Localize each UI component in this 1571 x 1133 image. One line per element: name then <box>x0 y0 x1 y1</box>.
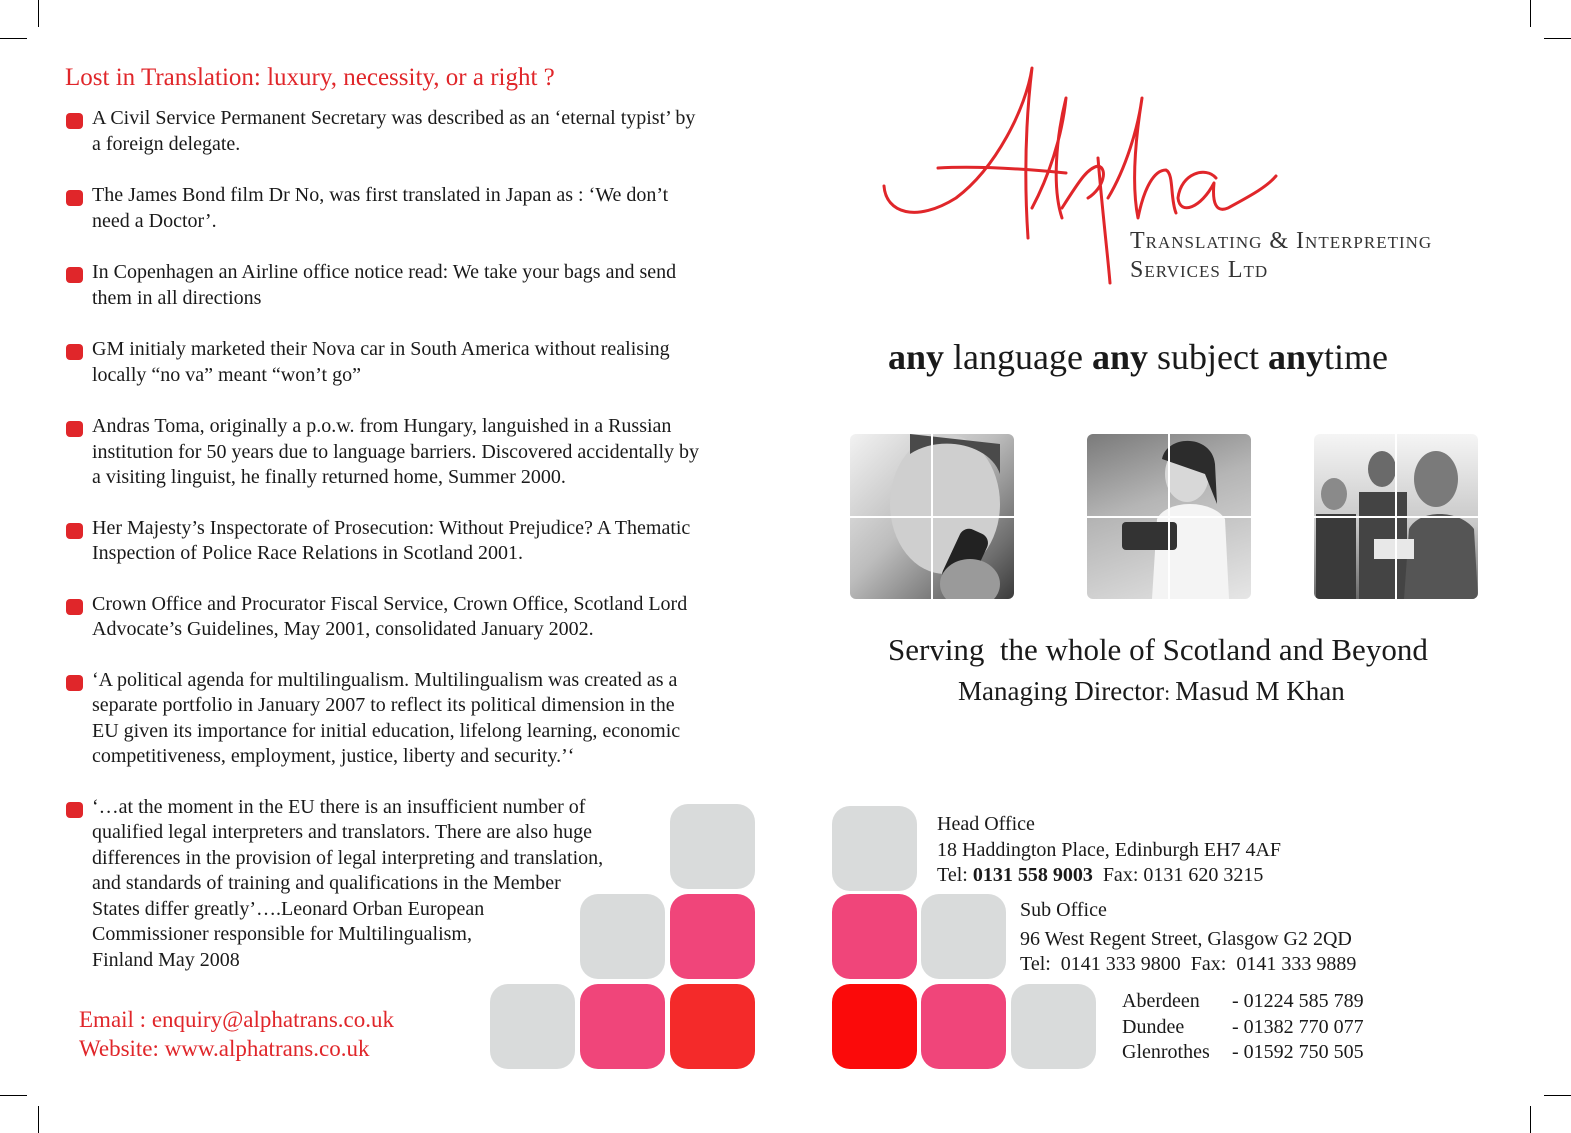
fact-item <box>66 260 756 311</box>
fact-item <box>66 414 756 491</box>
red-bullet-icon <box>66 675 83 691</box>
grey-square <box>580 894 665 979</box>
fact-text: ‘…at the moment in the EU there is an insufficient number of qualified legal interpreters and translators. There are also huge differences in the provision of legal interpreting and translation, and standards of training and qualifications in the Member States differ greatly’….Leonard Orban European Commissioner responsible for Multilingualism, Finland May 2008 <box>92 795 604 971</box>
slogan-word: time <box>1324 337 1388 377</box>
man-on-phone-photo <box>850 434 1014 599</box>
branch-town: Dundee <box>1122 1015 1185 1038</box>
grey-square <box>670 804 755 889</box>
crop-mark <box>0 1095 27 1096</box>
fact-item <box>66 668 756 770</box>
red-square <box>832 984 917 1069</box>
head-office-contact <box>937 863 1281 889</box>
branch-phone[interactable]: - 01592 750 505 <box>1232 1041 1364 1063</box>
grey-square <box>490 984 575 1069</box>
photo-grid-line <box>850 516 1014 518</box>
crop-mark <box>1530 1106 1531 1133</box>
fact-text: Andras Toma, originally a p.o.w. from Hungary, languished in a Russian institution for 50 years due to language barriers. Discovered accidentally by a visiting linguist, he finally returned home, Summer 2000. <box>92 415 700 488</box>
pink-square <box>921 984 1006 1069</box>
fact-text: A Civil Service Permanent Secretary was described as an ‘eternal typist’ by a foreign delegate. <box>92 107 696 155</box>
slogan-word: any <box>1267 337 1325 377</box>
red-bullet-icon <box>66 523 83 539</box>
sub-office-address: 96 West Regent Street, Glasgow G2 2QD <box>1020 927 1352 950</box>
fact-text: GM initialy marketed their Nova car in South America without realising locally “no va” meant “won’t go” <box>92 338 670 386</box>
branch-list <box>1122 989 1364 1066</box>
crop-mark <box>1530 0 1531 27</box>
logo-tagline: Translating & Interpreting Services Ltd <box>1130 228 1433 283</box>
crop-mark <box>38 0 39 27</box>
grey-square <box>921 894 1006 979</box>
head-office-fax: Fax: 0131 620 3215 <box>1092 864 1264 886</box>
slogan-word: subject <box>1148 337 1268 377</box>
red-square <box>670 984 755 1069</box>
head-office-block <box>937 812 1281 889</box>
branch-row <box>1122 989 1364 1015</box>
sub-office-contact: Tel: 0141 333 9800 Fax: 0141 333 9889 <box>1020 953 1357 975</box>
facts-list <box>66 106 756 973</box>
fact-item <box>66 337 756 388</box>
photo-grid-line <box>1314 516 1478 518</box>
fact-item <box>66 183 756 234</box>
fact-text: In Copenhagen an Airline office notice read: We take your bags and send them in all directions <box>92 261 677 309</box>
red-bullet-icon <box>66 190 83 206</box>
photo-grid-line <box>1087 516 1251 518</box>
crop-mark <box>38 1106 39 1133</box>
page-headline: Lost in Translation: luxury, necessity, or a right ? <box>65 64 555 91</box>
red-bullet-icon <box>66 802 83 818</box>
grey-square <box>832 806 917 891</box>
fact-text: Her Majesty’s Inspectorate of Prosecution: Without Prejudice? A Thematic Inspection of Police Race Relations in Scotland 2001. <box>92 516 691 564</box>
managing-director <box>958 676 1345 707</box>
branch-row <box>1122 1015 1364 1041</box>
red-bullet-icon <box>66 113 83 129</box>
branch-row <box>1122 1040 1364 1066</box>
md-name: Masud M Khan <box>1175 676 1345 706</box>
md-separator: : <box>1164 681 1176 705</box>
branch-town: Glenrothes <box>1122 1041 1210 1063</box>
sub-office-block <box>1020 898 1356 978</box>
red-bullet-icon <box>66 599 83 615</box>
red-bullet-icon <box>66 421 83 437</box>
sub-office-title: Sub Office <box>1020 899 1107 921</box>
pink-square <box>832 894 917 979</box>
crop-mark <box>0 38 27 39</box>
fact-item <box>66 516 756 567</box>
pink-square <box>580 984 665 1069</box>
fact-item <box>66 106 756 157</box>
head-office-address: 18 Haddington Place, Edinburgh EH7 4AF <box>937 838 1282 861</box>
grey-square <box>1011 984 1096 1069</box>
slogan-word: language <box>944 337 1092 377</box>
woman-with-tablet-photo <box>1087 434 1251 599</box>
crop-mark <box>1544 1095 1571 1096</box>
head-office-title: Head Office <box>937 813 1035 835</box>
slogan-word: any <box>1091 337 1148 377</box>
slogan-word: any <box>888 337 945 377</box>
fact-text: ‘A political agenda for multilingualism. Multilingualism was created as a separate portfolio in January 2007 to reflect its political dimension in the EU given its importance for initial education, lifelong learning, economic competitiveness, employment, justice, liberty and security.’‘ <box>92 668 681 767</box>
red-bullet-icon <box>66 267 83 283</box>
fact-text: Crown Office and Procurator Fiscal Service, Crown Office, Scotland Lord Advocate’s Guidelines, May 2001, consolidated January 2002. <box>92 592 688 640</box>
fact-text: The James Bond film Dr No, was first translated in Japan as : ‘We don’t need a Doctor’. <box>92 184 669 232</box>
branch-phone[interactable]: - 01382 770 077 <box>1232 1015 1364 1038</box>
pink-square <box>670 894 755 979</box>
branch-town: Aberdeen <box>1122 990 1200 1012</box>
email-link[interactable]: Email : enquiry@alphatrans.co.uk <box>79 1007 394 1032</box>
md-label: Managing Director <box>958 676 1165 706</box>
serving-statement: Serving the whole of Scotland and Beyond <box>888 632 1428 667</box>
head-office-tel-label: Tel: <box>937 864 973 886</box>
head-office-tel[interactable]: 0131 558 9003 <box>972 864 1093 886</box>
slogan <box>888 336 1388 378</box>
website-link[interactable]: Website: www.alphatrans.co.uk <box>79 1036 370 1061</box>
branch-phone[interactable]: - 01224 585 789 <box>1232 990 1364 1012</box>
business-group-photo <box>1314 434 1478 599</box>
logo-wordmark-text: Alpha <box>1086 70 1089 71</box>
crop-mark <box>1544 38 1571 39</box>
red-bullet-icon <box>66 344 83 360</box>
fact-item <box>66 592 756 643</box>
